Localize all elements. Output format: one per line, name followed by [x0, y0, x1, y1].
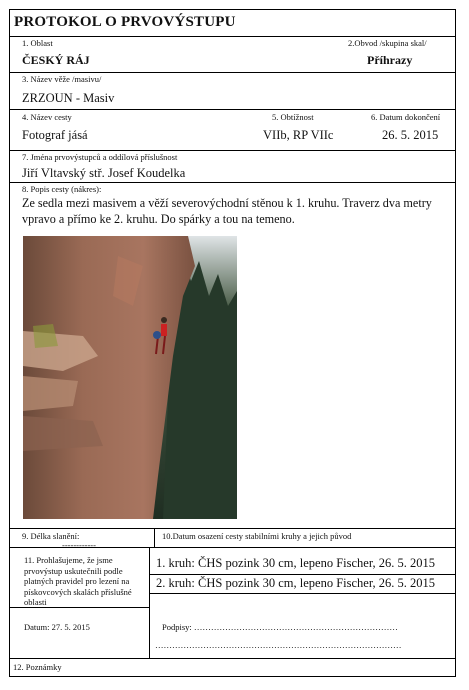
- datum-value: Datum: 27. 5. 2015: [24, 622, 90, 632]
- osazeni-label: 10.Datum osazení cesty stabilními kruhy a jejich původ: [162, 531, 352, 541]
- cesta-value: Fotograf jásá: [22, 128, 88, 142]
- route-photo: [23, 236, 237, 519]
- podpisy-line-1: Podpisy: ………………………………………………………………: [162, 622, 398, 632]
- slaneni-value: ------------: [62, 540, 96, 550]
- vez-value: ZRZOUN - Masiv: [22, 91, 115, 105]
- datum-dokonceni-label: 6. Datum dokončení: [371, 112, 441, 122]
- declaration-text: 11. Prohlašujeme, že jsme prvovýstup uskutečnili podle platných pravidel pro lezení na pískovcových skalách příslušné oblasti: [24, 555, 132, 607]
- form-title: PROTOKOL O PRVOVÝSTUPU: [14, 14, 236, 30]
- route-description: Ze sedla mezi masivem a věží severovýchodní stěnou k 1. kruhu. Traverz dva metry vpravo a přímo ke 2. kruhu. Do spárky a tou na temeno.: [22, 196, 432, 226]
- obtiznost-label: 5. Obtížnost: [272, 112, 314, 122]
- cesta-label: 4. Název cesty: [22, 112, 72, 122]
- podpisy-line-2: ……………………………………………………………………………: [155, 640, 402, 650]
- datum-dokonceni-value: 26. 5. 2015: [382, 128, 439, 142]
- poznamky-label: 12. Poznámky: [13, 662, 62, 672]
- oblast-label: 1. Oblast: [22, 38, 53, 48]
- obtiznost-value: VIIb, RP VIIc: [263, 128, 334, 142]
- obvod-value: Příhrazy: [367, 53, 413, 67]
- vez-label: 3. Název věže /masivu/: [22, 74, 102, 84]
- obvod-label: 2.Obvod /skupina skal/: [348, 38, 427, 48]
- slaneni-label: 9. Délka slanění:: [22, 531, 80, 541]
- prvovystupci-value: Jiří Vltavský stř. Josef Koudelka: [22, 166, 186, 180]
- protocol-form: [9, 9, 456, 677]
- prvovystupci-label: 7. Jména prvovýstupců a oddílová příslušnost: [22, 152, 178, 162]
- popis-label: 8. Popis cesty (nákres):: [22, 184, 102, 194]
- kruh-1: 1. kruh: ČHS pozink 30 cm, lepeno Fischer, 26. 5. 2015: [156, 556, 435, 570]
- oblast-value: ČESKÝ RÁJ: [22, 53, 90, 67]
- kruh-2: 2. kruh: ČHS pozink 30 cm, lepeno Fischer, 26. 5. 2015: [156, 576, 435, 590]
